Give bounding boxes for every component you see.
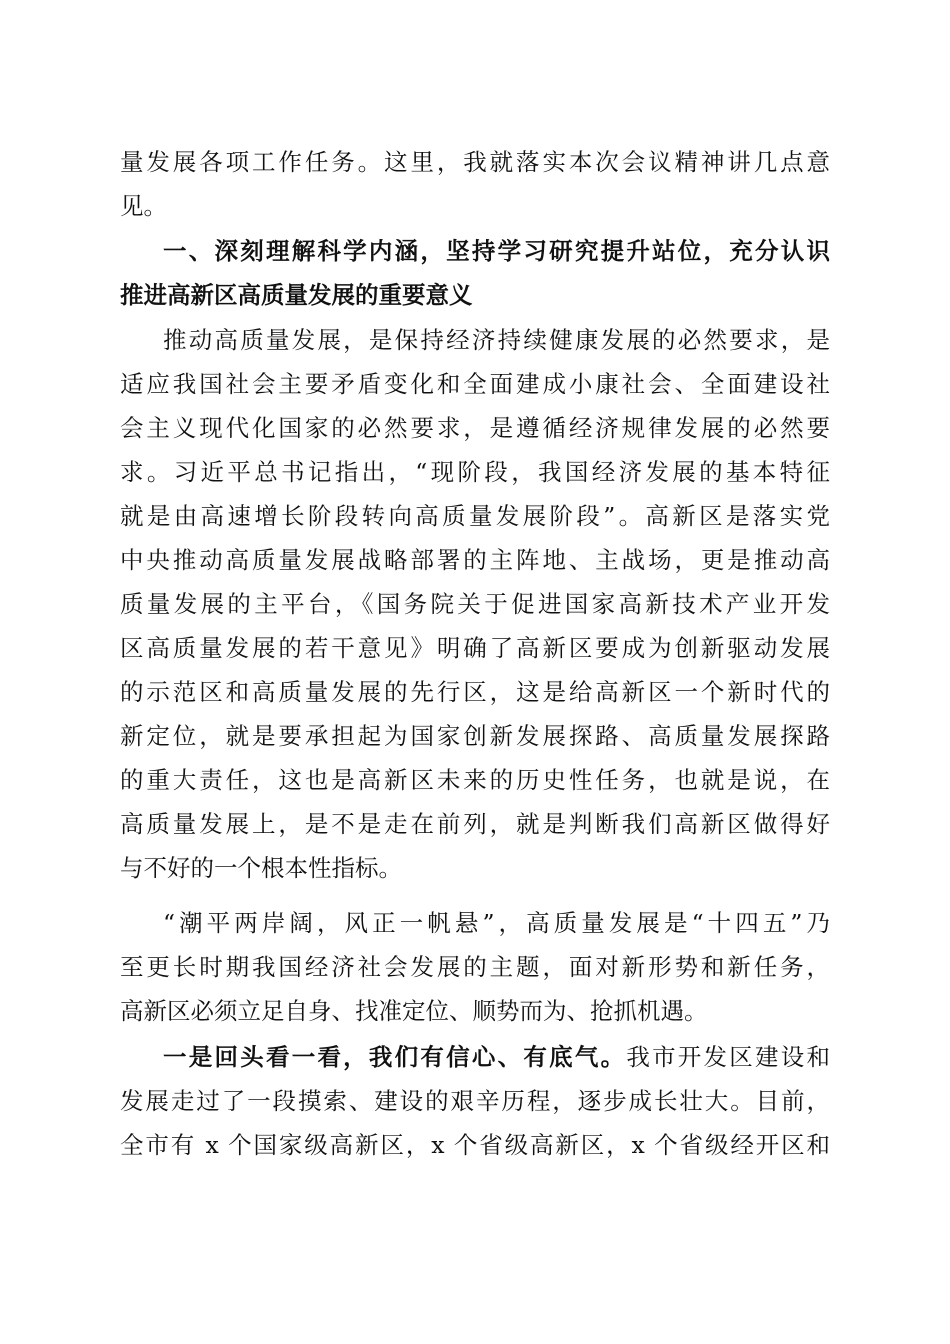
section-heading (120, 229, 830, 317)
body-paragraph-1 (120, 318, 830, 890)
paragraph-line: 中央推动高质量发展战略部署的主阵地、主战场，更是推动高 (120, 546, 830, 574)
heading-line: 一、深刻理解科学内涵，坚持学习研究提升站位，充分认识 (163, 237, 830, 265)
paragraph-line: 区高质量发展的若干意见》明确了高新区要成为创新驱动发展 (120, 634, 830, 662)
paragraph-line: 量发展各项工作任务。这里，我就落实本次会议精神讲几点意 (120, 148, 830, 176)
body-paragraph-3 (120, 1035, 830, 1167)
paragraph-line: 全市有 x 个国家级高新区，x 个省级高新区，x 个省级经开区和 (120, 1131, 830, 1159)
heading-line: 推进高新区高质量发展的重要意义 (120, 281, 473, 309)
paragraph-line: 见。 (120, 192, 167, 220)
paragraph-line (120, 1035, 830, 1079)
paragraph-line: 求。习近平总书记指出，“现阶段，我国经济发展的基本特征 (120, 458, 830, 486)
emphasis-lead: 一是回头看一看，我们有信心、有底气。 (163, 1043, 627, 1071)
paragraph-line: 发展走过了一段摸索、建设的艰辛历程，逐步成长壮大。目前， (120, 1087, 830, 1115)
paragraph-line: 至更长时期我国经济社会发展的主题，面对新形势和新任务， (120, 953, 830, 981)
paragraph-line: 的示范区和高质量发展的先行区，这是给高新区一个新时代的 (120, 678, 830, 706)
intro-paragraph (120, 140, 830, 228)
paragraph-line: 适应我国社会主要矛盾变化和全面建成小康社会、全面建设社 (120, 370, 830, 398)
paragraph-line: 推动高质量发展，是保持经济持续健康发展的必然要求，是 (163, 326, 830, 354)
body-paragraph-2 (120, 901, 830, 1033)
paragraph-line: 质量发展的主平台，《国务院关于促进国家高新技术产业开发 (120, 590, 830, 618)
paragraph-line: “潮平两岸阔，风正一帆悬”，高质量发展是“十四五”乃 (163, 909, 830, 937)
lead-line-rest: 我市开发区建设和 (626, 1043, 831, 1071)
paragraph-line: 与不好的一个根本性指标。 (120, 854, 402, 882)
paragraph-line: 会主义现代化国家的必然要求，是遵循经济规律发展的必然要 (120, 414, 830, 442)
paragraph-line: 高质量发展上，是不是走在前列，就是判断我们高新区做得好 (120, 810, 830, 838)
paragraph-line: 就是由高速增长阶段转向高质量发展阶段”。高新区是落实党 (120, 502, 830, 530)
paragraph-line: 新定位，就是要承担起为国家创新发展探路、高质量发展探路 (120, 722, 830, 750)
paragraph-line: 的重大责任，这也是高新区未来的历史性任务，也就是说，在 (120, 766, 830, 794)
paragraph-line: 高新区必须立足自身、找准定位、顺势而为、抢抓机遇。 (120, 997, 708, 1025)
